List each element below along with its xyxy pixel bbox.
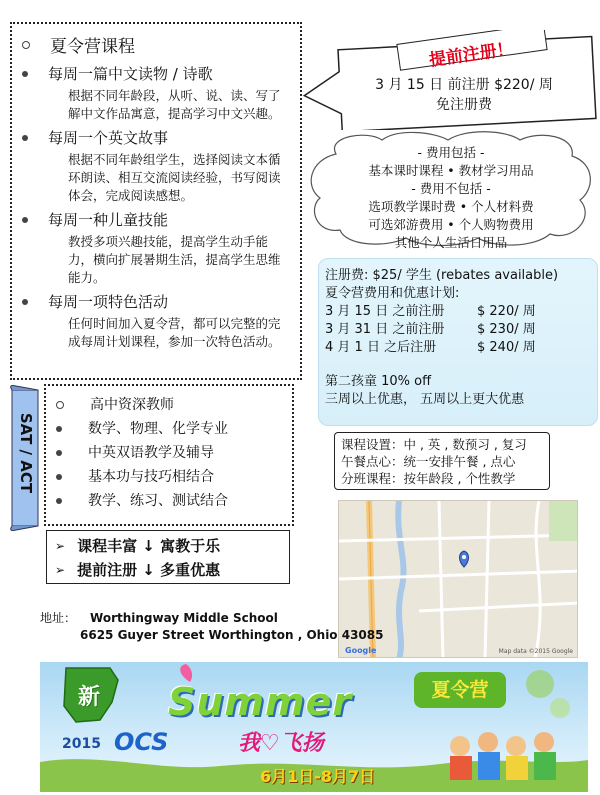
course-item-title: 每周一个英文故事 bbox=[48, 129, 169, 147]
plan-date: 4 月 1 日 之后注册 bbox=[325, 340, 437, 355]
plan-date: 3 月 31 日 之前注册 bbox=[325, 322, 445, 337]
fee-cloud bbox=[306, 130, 596, 248]
bullet-icon bbox=[22, 299, 28, 305]
course-item-desc: 根据不同年龄段，从听、说、读、写了解中文作品寓意，提高学习中文兴趣。 bbox=[68, 88, 281, 121]
banner-slogan: 我♡飞扬 bbox=[238, 731, 324, 756]
course-item bbox=[22, 209, 290, 287]
teacher-item-text: 中英双语教学及辅导 bbox=[88, 445, 214, 461]
map-logo: Google bbox=[345, 646, 377, 655]
course-item bbox=[22, 291, 290, 351]
bullet-icon bbox=[22, 71, 28, 77]
bullet-icon bbox=[22, 135, 28, 141]
teacher-item bbox=[56, 418, 282, 440]
callout-line2: 免注册费 bbox=[436, 97, 492, 113]
fee-line: 基本课时课程 • 教材学习用品 bbox=[368, 163, 534, 178]
teacher-item-text: 高中资深教师 bbox=[90, 397, 174, 413]
ring-bullet-icon bbox=[56, 401, 64, 409]
banner-badge: 夏令营 bbox=[414, 672, 506, 708]
sibling-discount: 第二孩童 10% off bbox=[325, 374, 432, 389]
arrow-bullet-icon: ➢ bbox=[55, 539, 66, 553]
teacher-item-text: 数学、物理、化学专业 bbox=[88, 421, 228, 437]
course-item-desc: 任何时间加入夏令营，都可以完整的完成每周计划课程，参加一次特色活动。 bbox=[68, 316, 281, 349]
street-address: 6625 Guyer Street Worthington , Ohio 43085 bbox=[80, 628, 384, 642]
address-block bbox=[40, 610, 383, 644]
plan-label: 夏令营费用和优惠计划: bbox=[325, 286, 460, 301]
teacher-item bbox=[56, 442, 282, 464]
callout-headline: 提前注册！ bbox=[427, 39, 515, 71]
ring-bullet-icon bbox=[22, 41, 30, 49]
early-registration-callout bbox=[300, 30, 600, 130]
banner-dates: 6月1日-8月7日 bbox=[260, 767, 376, 786]
banner-year: 2015 bbox=[62, 736, 101, 752]
course-item-desc: 根据不同年龄组学生，选择阅读文本循环朗读、相互交流阅读经验，书写阅读体会，完成阅读感想。 bbox=[68, 152, 281, 203]
multi-week-discount: 三周以上优惠， 五周以上更大优惠 bbox=[325, 392, 525, 407]
plan-price: $ 240/ 周 bbox=[477, 340, 536, 355]
schedule-line: 午餐点心：统一安排午餐 , 点心 bbox=[341, 454, 516, 469]
course-title-row bbox=[22, 32, 290, 57]
registration-fee: 注册费: $25/ 学生 (rebates available) bbox=[325, 268, 559, 283]
plan-price: $ 230/ 周 bbox=[477, 322, 536, 337]
map-credit: Map data ©2015 Google bbox=[498, 648, 573, 655]
teacher-item bbox=[56, 394, 282, 416]
arrow-bullet-icon: ➢ bbox=[55, 563, 66, 577]
plan-price: $ 220/ 周 bbox=[477, 304, 536, 319]
bullet-icon bbox=[56, 426, 62, 432]
highlight-row bbox=[55, 558, 281, 582]
highlight-text: 课程丰富 ↓ 寓教于乐 bbox=[77, 537, 221, 555]
course-item-desc: 教授多项兴趣技能，提高学生动手能力，横向扩展暑期生活，提高学生思维能力。 bbox=[68, 234, 281, 285]
school-name: Worthingway Middle School bbox=[90, 611, 278, 625]
course-item-title: 每周一篇中文读物 / 诗歌 bbox=[48, 65, 213, 83]
schedule-line: 分班课程：按年龄段 , 个性教学 bbox=[341, 471, 516, 486]
bullet-icon bbox=[56, 450, 62, 456]
fee-line: 选项教学课时费 • 个人材料费 bbox=[368, 199, 534, 214]
bullet-icon bbox=[56, 474, 62, 480]
banner-summer: Summer bbox=[168, 680, 353, 724]
plan-date: 3 月 15 日 之前注册 bbox=[325, 304, 445, 319]
summer-banner bbox=[40, 662, 588, 792]
sat-act-tab bbox=[8, 384, 42, 532]
pricing-panel bbox=[318, 258, 598, 426]
teacher-item bbox=[56, 466, 282, 488]
teacher-item-text: 基本功与技巧相结合 bbox=[88, 469, 214, 485]
bullet-icon bbox=[56, 498, 62, 504]
fee-line: - 费用不包括 - bbox=[411, 181, 491, 196]
course-item bbox=[22, 127, 290, 205]
schedule-box bbox=[334, 432, 550, 490]
highlight-text: 提前注册 ↓ 多重优惠 bbox=[77, 561, 221, 579]
course-item bbox=[22, 63, 290, 123]
schedule-line: 课程设置：中 , 英 , 数预习 , 复习 bbox=[341, 437, 527, 452]
banner-org: OCS bbox=[114, 728, 169, 756]
highlights-box bbox=[46, 530, 290, 584]
course-title: 夏令营课程 bbox=[50, 37, 135, 57]
fee-line: - 费用包括 - bbox=[417, 145, 485, 160]
plan-row bbox=[325, 303, 591, 321]
plan-row bbox=[325, 321, 591, 339]
plan-row bbox=[325, 339, 591, 357]
address-label: 地址： bbox=[40, 611, 77, 625]
fee-line: 可选郊游费用 • 个人购物费用 bbox=[368, 217, 534, 232]
teacher-box bbox=[44, 384, 294, 526]
course-item-title: 每周一项特色活动 bbox=[48, 293, 169, 311]
course-box bbox=[10, 22, 302, 380]
course-item-title: 每周一种儿童技能 bbox=[48, 211, 169, 229]
bullet-icon bbox=[22, 217, 28, 223]
fee-line: 其他个人生活日用品 bbox=[394, 235, 508, 250]
teacher-item bbox=[56, 490, 282, 512]
highlight-row bbox=[55, 534, 281, 558]
sat-act-label: SAT / ACT bbox=[17, 412, 35, 494]
callout-line1: 3 月 15 日 前注册 $220/ 周 bbox=[375, 77, 553, 93]
banner-logo-text: 新 bbox=[78, 685, 101, 710]
teacher-item-text: 教学、练习、测试结合 bbox=[88, 493, 228, 509]
